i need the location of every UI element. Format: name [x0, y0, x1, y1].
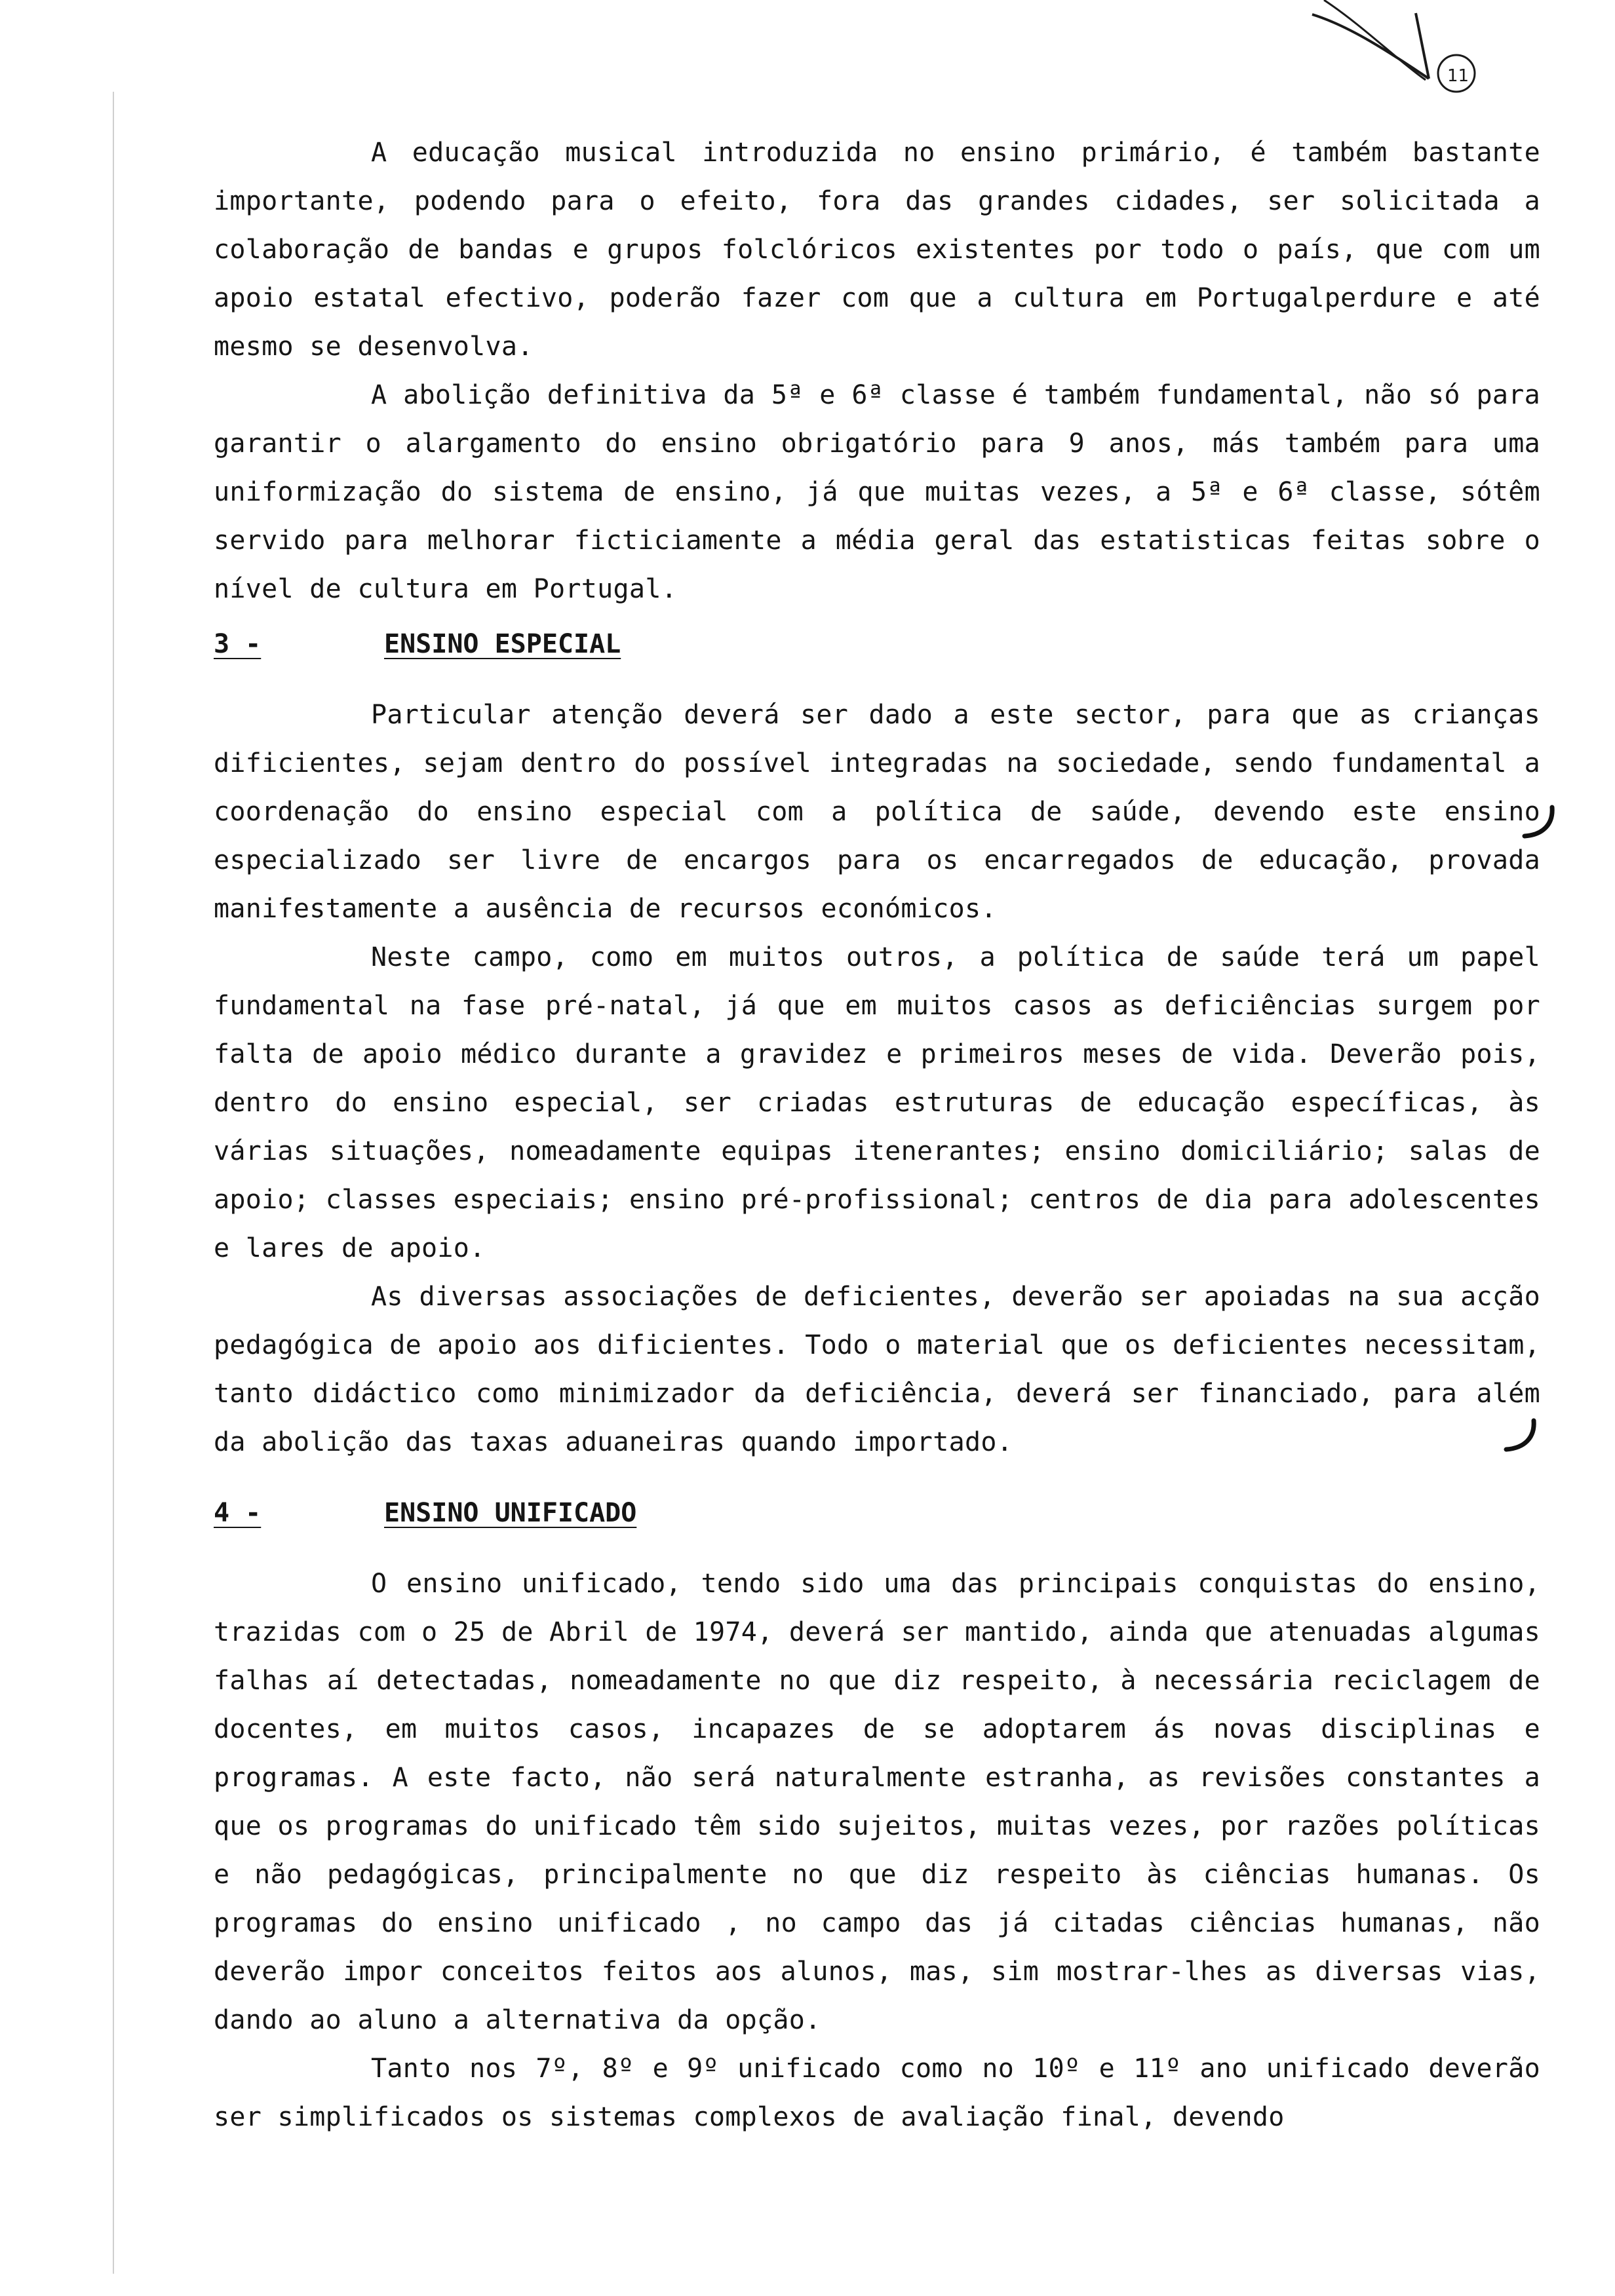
paragraph: O ensino unificado, tendo sido uma das principais conquistas do ensino, trazidas com o 25 de Abril de 1974, deverá ser mantido, ainda que atenuadas algumas falhas aí detectadas, nomeadamente no que diz respeito, à necessária reciclagem de docentes, em muitos casos, incapazes de se adoptarem ás novas disciplinas e programas. A este facto, não será naturalmente estranha, as revisões constantes a que os programas do unificado têm sido sujeitos, muitas vezes, por razões políticas e não pedagógicas, principalmente no que diz respeito às ciências humanas. Os programas do ensino unificado , no campo das já citadas ciências humanas, não deverão impor conceitos feitos aos alunos, mas, sim mostrar-lhes as diversas vias, dando ao aluno a alternativa da opção. [214, 1569, 1540, 2035]
paragraph: Neste campo, como em muitos outros, a política de saúde terá um papel fundamental na fase pré-natal, já que em muitos casos as deficiências surgem por falta de apoio médico durante a gravidez e primeiros meses de vida. Deverão pois, dentro do ensino especial, ser criadas estruturas de educação específicas, às várias situações, nomeadamente equipas itenerantes; ensino domiciliário; salas de apoio; classes especiais; ensino pré-profissional; centros de dia para adolescentes e lares de apoio. [214, 942, 1540, 1263]
section-heading [214, 620, 1540, 668]
paragraph: A educação musical introduzida no ensino primário, é também bastante importante, podendo para o efeito, fora das grandes cidades, ser solicitada a colaboração de bandas e grupos folclóricos existentes por todo o país, que com um apoio estatal efectivo, poderão fazer com que a cultura em Portugalperdure e até mesmo se desenvolva. [214, 138, 1540, 362]
page-number-mark: 11 [1447, 66, 1469, 86]
paragraph: As diversas associações de deficientes, deverão ser apoiadas na sua acção pedagógica de apoio aos dificientes. Todo o material que os deficientes necessitam, tanto didáctico como minimizador da deficiência, deverá ser financiado, para além da abolição das taxas aduaneiras quando importado. [214, 1282, 1540, 1457]
section-title: ENSINO UNIFICADO [384, 1498, 637, 1528]
section-number: 4 - [214, 1498, 262, 1528]
paragraph: A abolição definitiva da 5ª e 6ª classe é também fundamental, não só para garantir o alargamento do ensino obrigatório para 9 anos, más também para uma uniformização do sistema de ensino, já que muitas vezes, a 5ª e 6ª classe, sótêm servido para melhorar ficticiamente a média geral das estatisticas feitas sobre o nível de cultura em Portugal. [214, 380, 1540, 604]
section-title: ENSINO ESPECIAL [384, 629, 621, 659]
section-heading [214, 1489, 1540, 1537]
paragraph: Particular atenção deverá ser dado a este sector, para que as crianças dificientes, sejam dentro do possível integradas na sociedade, sendo fundamental a coordenação do ensino especial com a política de saúde, devendo este ensino especializado ser livre de encargos para os encarregados de educação, provada manifestamente a ausência de recursos económicos. [214, 700, 1540, 924]
document-body [214, 128, 1540, 2141]
handwritten-corner-mark [1311, 0, 1481, 131]
left-margin-line [113, 92, 114, 2274]
section-number: 3 - [214, 629, 262, 659]
paragraph: Tanto nos 7º, 8º e 9º unificado como no 10º e 11º ano unificado deverão ser simplificados os sistemas complexos de avaliação final, devendo [214, 2054, 1540, 2132]
